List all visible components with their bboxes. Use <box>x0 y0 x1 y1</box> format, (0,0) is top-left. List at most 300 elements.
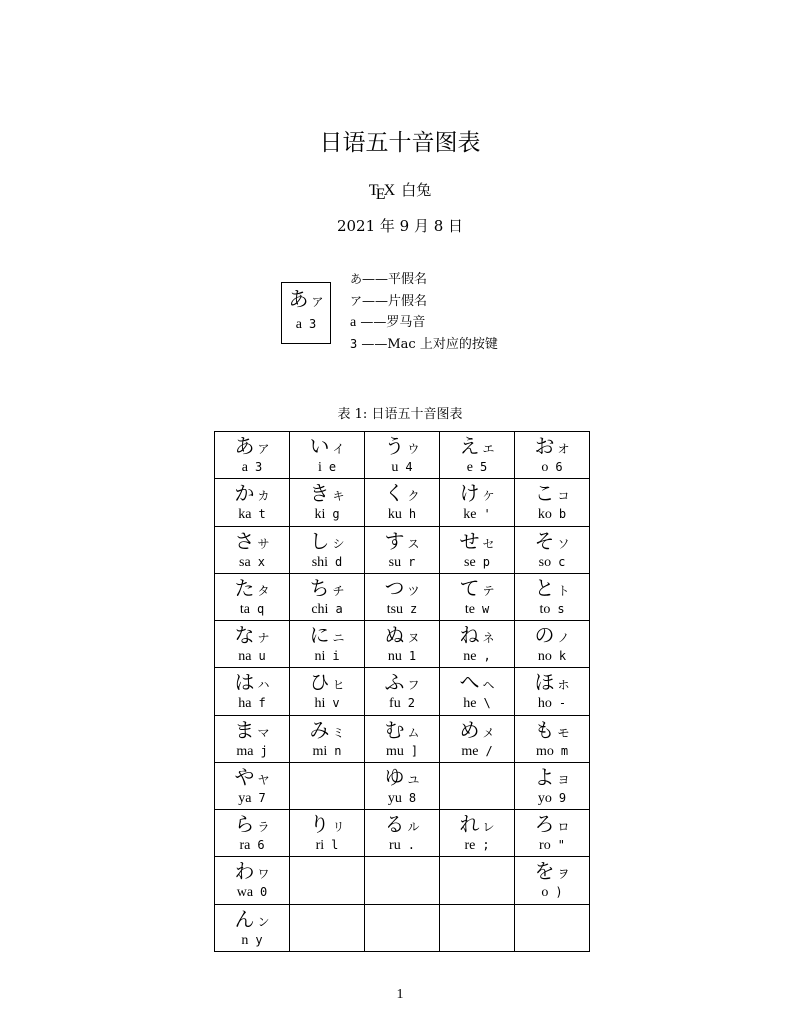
table-row <box>215 526 590 573</box>
katakana: エ <box>482 442 495 456</box>
romaji: to <box>539 601 551 617</box>
mac-key: j <box>260 743 268 758</box>
kana-cell <box>365 432 440 479</box>
kana-cell <box>440 621 515 668</box>
hiragana: え <box>459 434 480 458</box>
kana-line <box>515 859 589 883</box>
reading-line <box>365 694 439 710</box>
reading-line <box>290 505 364 521</box>
romaji: yo <box>537 790 552 806</box>
hiragana: や <box>234 764 255 789</box>
kana-line <box>365 718 439 742</box>
romaji: ka <box>238 507 252 523</box>
legend-line-romaji <box>350 312 498 334</box>
legend-mac-key: 3 <box>308 317 317 331</box>
katakana: タ <box>257 583 270 598</box>
romaji: ra <box>239 838 251 854</box>
kana-cell <box>515 432 590 479</box>
table-row <box>215 668 590 715</box>
hiragana: の <box>534 623 555 648</box>
mac-key: g <box>332 507 340 522</box>
hiragana: よ <box>534 764 555 789</box>
romaji: o <box>541 885 549 901</box>
kana-line <box>440 718 514 742</box>
mac-key: k <box>558 649 567 664</box>
reading-line <box>365 789 439 805</box>
katakana: ユ <box>407 772 420 787</box>
reading-line <box>290 742 364 758</box>
katakana: テ <box>482 583 495 598</box>
kana-cell <box>290 432 365 479</box>
kana-line <box>440 576 514 600</box>
kana-cell <box>290 810 365 857</box>
kana-line <box>440 481 514 505</box>
mac-key: u <box>258 649 266 664</box>
hiragana: ね <box>459 623 480 648</box>
romaji: mi <box>312 743 328 759</box>
kana-cell <box>290 668 365 715</box>
katakana: ナ <box>257 631 270 646</box>
mac-key: 3 <box>254 460 263 474</box>
kana-line <box>515 718 589 742</box>
romaji: ri <box>315 838 325 854</box>
mac-key: i <box>332 649 340 664</box>
kana-cell <box>440 573 515 620</box>
katakana: ラ <box>257 820 270 835</box>
hiragana: み <box>309 717 330 742</box>
romaji: chi <box>311 601 329 617</box>
kana-line <box>365 812 439 836</box>
romaji: o <box>541 460 549 475</box>
romaji: mu <box>385 743 404 759</box>
kana-line <box>515 623 589 647</box>
table-row <box>215 621 590 668</box>
hiragana: く <box>384 481 405 506</box>
kana-line <box>365 670 439 694</box>
reading-line <box>365 553 439 569</box>
legend-description: ——平假名 <box>362 272 428 287</box>
hiragana: ち <box>309 575 330 600</box>
romaji: ha <box>238 696 252 712</box>
mac-key: 4 <box>405 460 413 474</box>
mac-key: ' <box>483 507 491 522</box>
kana-line <box>290 529 364 553</box>
katakana: ウ <box>407 442 420 456</box>
romaji: tsu <box>386 601 404 617</box>
mac-key: t <box>258 507 266 522</box>
mac-key: v <box>332 696 340 711</box>
kana-line <box>215 529 289 553</box>
romaji: ro <box>539 838 551 854</box>
katakana: ニ <box>332 631 345 646</box>
mac-key: d <box>335 554 343 569</box>
kana-cell <box>215 762 290 809</box>
mac-key: ) <box>555 885 563 900</box>
reading-line <box>365 647 439 663</box>
hiragana: ま <box>234 717 255 742</box>
legend-symbol: ア <box>350 293 363 308</box>
legend-kana-line <box>282 287 330 311</box>
kana-line <box>365 765 439 789</box>
hiragana: へ <box>459 670 480 695</box>
katakana: モ <box>557 725 570 740</box>
kana-cell <box>515 857 590 904</box>
hiragana: う <box>384 434 405 458</box>
legend-symbol: a <box>350 315 357 330</box>
kana-line <box>365 481 439 505</box>
table-row <box>215 762 590 809</box>
legend-symbol: あ <box>350 272 363 286</box>
katakana: ミ <box>332 725 345 740</box>
kana-cell <box>365 479 440 526</box>
kana-cell <box>215 479 290 526</box>
hiragana: は <box>234 670 255 695</box>
reading-line <box>440 600 514 616</box>
katakana: ン <box>257 914 270 929</box>
kana-cell <box>515 621 590 668</box>
mac-key: h <box>408 507 417 522</box>
reading-line <box>290 553 364 569</box>
reading-line <box>290 647 364 663</box>
document-date: 2021 年 9 月 8 日 <box>336 217 464 235</box>
romaji: n <box>241 932 249 948</box>
katakana: ヌ <box>407 631 420 646</box>
reading-line <box>440 742 514 758</box>
romaji: so <box>538 554 552 570</box>
kana-cell <box>365 668 440 715</box>
reading-line <box>515 694 589 710</box>
mac-key: ; <box>482 838 490 853</box>
hiragana: と <box>534 575 555 600</box>
kana-cell <box>440 479 515 526</box>
legend-romaji: a <box>295 317 302 332</box>
kana-cell <box>215 904 290 951</box>
table-row <box>215 715 590 762</box>
tex-logo-e: E <box>375 185 386 203</box>
reading-line <box>440 694 514 710</box>
romaji: ke <box>463 507 477 523</box>
kana-line <box>440 670 514 694</box>
reading-line <box>365 836 439 852</box>
katakana: ム <box>407 725 420 740</box>
kana-line <box>290 434 364 458</box>
legend-sample-cell <box>281 282 331 344</box>
hiragana: お <box>534 434 555 458</box>
katakana: キ <box>332 489 345 504</box>
mac-key: q <box>256 601 265 616</box>
romaji: u <box>391 460 399 475</box>
kana-line <box>215 718 289 742</box>
katakana: カ <box>257 489 270 504</box>
hiragana: り <box>309 812 330 837</box>
romaji: te <box>464 601 475 617</box>
hiragana: ひ <box>309 670 330 695</box>
katakana: ノ <box>557 631 570 646</box>
hiragana: る <box>384 812 405 837</box>
romaji: re <box>464 838 476 854</box>
kana-cell <box>215 573 290 620</box>
reading-line <box>215 505 289 521</box>
kana-table <box>214 431 590 952</box>
kana-cell <box>215 810 290 857</box>
empty-cell <box>440 857 515 904</box>
kana-cell <box>215 526 290 573</box>
hiragana: し <box>309 528 330 553</box>
kana-line <box>215 765 289 789</box>
kana-cell <box>515 810 590 857</box>
tex-logo <box>368 182 396 203</box>
katakana: ネ <box>482 631 495 646</box>
legend-katakana: ア <box>311 295 324 309</box>
kana-line <box>215 812 289 836</box>
romaji: ku <box>387 507 402 523</box>
romaji: su <box>388 554 402 570</box>
mac-key: . <box>407 838 415 853</box>
katakana: セ <box>482 536 495 551</box>
hiragana: ふ <box>384 670 405 695</box>
kana-line <box>515 434 589 458</box>
kana-cell <box>290 573 365 620</box>
katakana: ク <box>407 489 420 504</box>
kana-cell <box>515 526 590 573</box>
reading-line <box>365 458 439 474</box>
hiragana: あ <box>234 434 255 458</box>
romaji: sa <box>239 554 251 570</box>
kana-cell <box>365 621 440 668</box>
legend-line-mac-key <box>350 334 498 356</box>
hiragana: い <box>309 434 330 458</box>
empty-cell <box>290 762 365 809</box>
katakana: ハ <box>257 678 270 693</box>
kana-line <box>440 623 514 647</box>
hiragana: け <box>459 481 480 506</box>
kana-line <box>215 907 289 931</box>
hiragana: ん <box>234 906 255 931</box>
tex-logo-x: X <box>383 182 396 199</box>
kana-cell <box>290 715 365 762</box>
kana-cell <box>515 573 590 620</box>
katakana: ワ <box>257 867 270 882</box>
tex-logo-t: T <box>368 182 379 199</box>
kana-cell <box>215 432 290 479</box>
reading-line <box>515 600 589 616</box>
katakana: リ <box>332 820 345 835</box>
kana-line <box>515 812 589 836</box>
kana-line <box>365 576 439 600</box>
katakana: ヤ <box>257 772 270 787</box>
kana-line <box>515 529 589 553</box>
hiragana: つ <box>384 575 405 600</box>
mac-key: x <box>257 554 265 569</box>
kana-line <box>215 434 289 458</box>
document-title: 日语五十音图表 <box>319 130 481 156</box>
legend-hiragana: あ <box>288 287 309 311</box>
hiragana: て <box>459 575 480 600</box>
romaji: i <box>317 460 322 475</box>
romaji: wa <box>236 885 254 901</box>
romaji: mo <box>535 743 554 759</box>
hiragana: き <box>309 481 330 506</box>
kana-cell <box>365 715 440 762</box>
legend-line-hiragana <box>350 269 498 291</box>
legend-description: ——罗马音 <box>356 315 426 330</box>
romaji: me <box>461 743 479 759</box>
romaji: ma <box>236 743 254 759</box>
legend-line-katakana <box>350 291 498 313</box>
katakana: ヨ <box>557 772 570 787</box>
hiragana: ら <box>234 812 255 837</box>
reading-line <box>515 836 589 852</box>
mac-key: c <box>558 554 566 569</box>
mac-key: 2 <box>407 696 415 711</box>
katakana: ケ <box>482 489 495 504</box>
kana-line <box>515 765 589 789</box>
romaji: e <box>466 460 473 475</box>
katakana: ヲ <box>557 867 570 882</box>
mac-key: 1 <box>408 649 417 664</box>
reading-line <box>215 789 289 805</box>
kana-line <box>515 481 589 505</box>
reading-line <box>515 505 589 521</box>
hiragana: に <box>309 623 330 648</box>
kana-line <box>215 670 289 694</box>
mac-key: - <box>558 696 567 711</box>
table-caption: 表 1: 日语五十音图表 <box>337 407 463 422</box>
hiragana: ろ <box>534 812 555 837</box>
kana-line <box>515 670 589 694</box>
empty-cell <box>515 904 590 951</box>
hiragana: ほ <box>534 670 555 695</box>
empty-cell <box>365 904 440 951</box>
reading-line <box>290 836 364 852</box>
mac-key: 8 <box>408 790 417 805</box>
reading-line <box>215 458 289 474</box>
reading-line <box>515 553 589 569</box>
katakana: フ <box>407 678 420 693</box>
kana-cell <box>290 621 365 668</box>
hiragana: こ <box>534 481 555 506</box>
mac-key: f <box>258 696 266 711</box>
katakana: イ <box>332 442 345 456</box>
mac-key: s <box>557 601 565 616</box>
katakana: コ <box>557 489 570 504</box>
mac-key: l <box>331 838 339 853</box>
mac-key: , <box>483 649 491 664</box>
reading-line <box>215 553 289 569</box>
katakana: サ <box>257 536 270 551</box>
reading-line <box>215 883 289 899</box>
kana-line <box>290 812 364 836</box>
katakana: ス <box>407 536 420 551</box>
kana-cell <box>440 810 515 857</box>
katakana: ツ <box>407 583 420 598</box>
mac-key: y <box>255 932 263 947</box>
hiragana: せ <box>459 528 480 553</box>
mac-key: m <box>560 743 569 758</box>
romaji: ki <box>314 507 326 523</box>
hiragana: な <box>234 623 255 648</box>
kana-cell <box>515 668 590 715</box>
kana-line <box>215 623 289 647</box>
kana-table-body <box>215 432 590 952</box>
kana-cell <box>440 668 515 715</box>
hiragana: め <box>459 717 480 742</box>
katakana: ソ <box>557 536 570 551</box>
reading-line <box>440 836 514 852</box>
kana-line <box>290 623 364 647</box>
kana-cell <box>365 573 440 620</box>
mac-key: 0 <box>260 885 268 900</box>
reading-line <box>290 458 364 474</box>
mac-key: 6 <box>257 838 265 853</box>
kana-line <box>290 718 364 742</box>
mac-key: n <box>334 743 342 758</box>
table-row <box>215 479 590 526</box>
reading-line <box>215 931 289 947</box>
legend-description: ——Mac 上对应的按键 <box>357 336 498 352</box>
kana-line <box>290 576 364 600</box>
hiragana: れ <box>459 812 480 837</box>
romaji: shi <box>311 554 329 570</box>
reading-line <box>440 458 514 474</box>
hiragana: わ <box>234 859 255 884</box>
reading-line <box>290 600 364 616</box>
kana-line <box>440 812 514 836</box>
hiragana: か <box>234 481 255 506</box>
kana-cell <box>215 668 290 715</box>
table-row <box>215 432 590 479</box>
katakana: ア <box>257 442 270 456</box>
kana-cell <box>440 715 515 762</box>
romaji: no <box>537 649 552 665</box>
legend-description: ——片假名 <box>362 293 428 309</box>
katakana: ル <box>407 820 420 835</box>
author-name: 白兔 <box>401 181 432 199</box>
kana-line <box>290 481 364 505</box>
empty-cell <box>440 904 515 951</box>
reading-line <box>515 458 589 474</box>
katakana: メ <box>482 725 495 740</box>
katakana: ヒ <box>332 678 345 693</box>
romaji: yu <box>387 790 402 806</box>
reading-line <box>440 553 514 569</box>
kana-cell <box>290 479 365 526</box>
romaji: ho <box>537 696 552 712</box>
kana-cell <box>515 715 590 762</box>
hiragana: ゆ <box>384 764 405 789</box>
kana-cell <box>215 857 290 904</box>
mac-key: b <box>558 507 567 522</box>
kana-cell <box>515 479 590 526</box>
katakana: オ <box>557 442 570 456</box>
mac-key: / <box>485 743 493 758</box>
table-row <box>215 573 590 620</box>
kana-line <box>215 481 289 505</box>
reading-line <box>365 742 439 758</box>
hiragana: さ <box>234 528 255 553</box>
katakana: ホ <box>557 678 570 693</box>
katakana: マ <box>257 725 270 740</box>
katakana: レ <box>482 820 495 835</box>
page-number: 1 <box>396 987 404 1002</box>
kana-cell <box>290 526 365 573</box>
reading-line <box>290 694 364 710</box>
romaji: ru <box>389 838 401 854</box>
mac-key: z <box>410 601 418 616</box>
kana-cell <box>440 432 515 479</box>
reading-line <box>215 836 289 852</box>
kana-line <box>215 859 289 883</box>
